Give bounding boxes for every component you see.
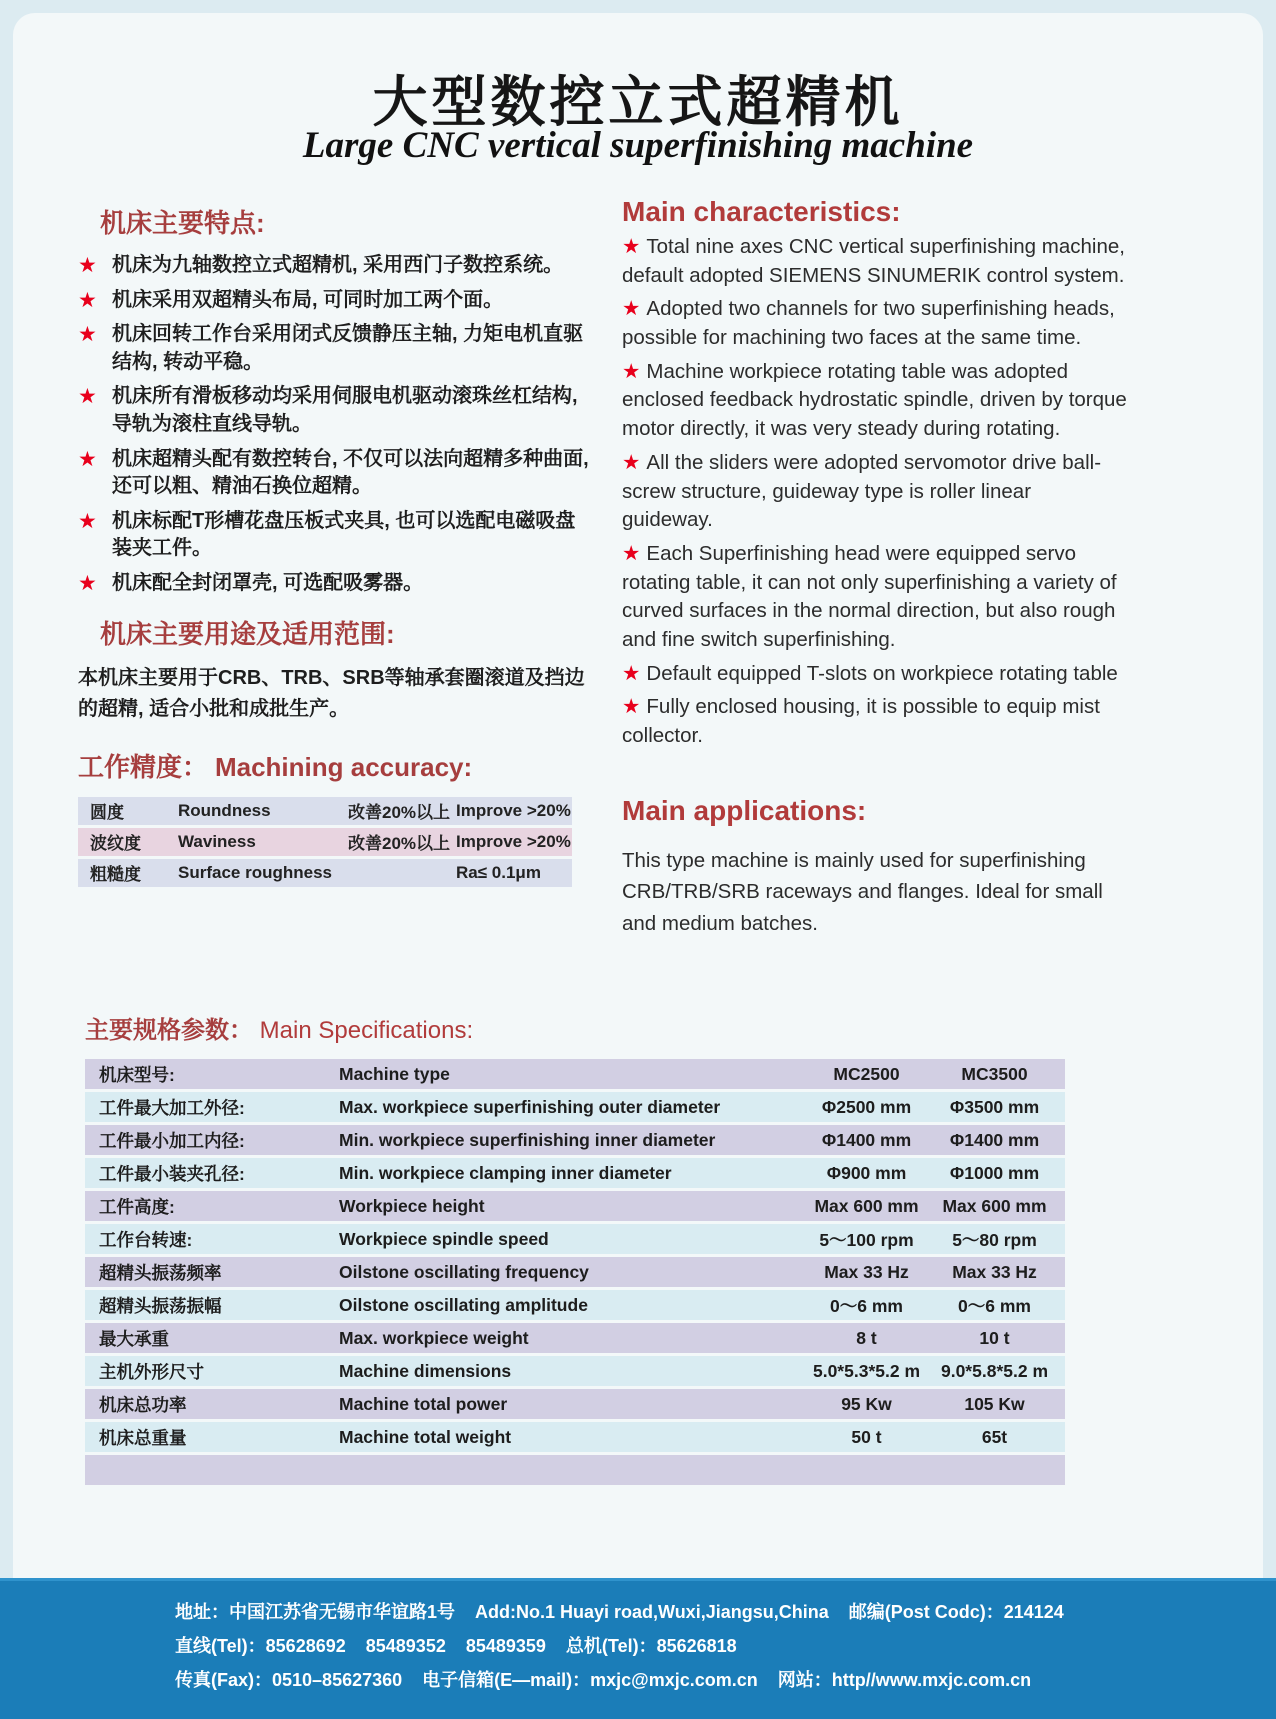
feature-text: 机床为九轴数控立式超精机, 采用西门子数控系统。 — [112, 254, 564, 276]
feature-text: 机床回转工作台采用闭式反馈静压主轴, 力矩电机直驱结构, 转动平稳。 — [112, 323, 584, 373]
spec-label-cn: 机床型号: — [99, 1064, 175, 1085]
accuracy-term-cn: 圆度 — [90, 803, 124, 823]
characteristic-text: Machine workpiece rotating table was adopted enclosed feedback hydrostatic spindle, driven by torque motor directly, it was very steady during rotating. — [622, 359, 1127, 441]
spec-label-en: Machine total power — [339, 1393, 508, 1414]
spec-label-cn: 工件最小装夹孔径: — [99, 1163, 245, 1184]
spec-row — [85, 1356, 1065, 1386]
accuracy-term-en: Waviness — [178, 831, 256, 851]
right-column — [622, 196, 1127, 940]
spec-value-mc2500: Max 33 Hz — [824, 1261, 909, 1282]
spec-label-cn: 工作台转速: — [99, 1229, 193, 1250]
feature-item — [78, 570, 590, 598]
accuracy-row — [78, 797, 572, 825]
accuracy-term-cn: 粗糙度 — [90, 865, 141, 885]
spec-label-cn: 超精头振荡频率 — [99, 1262, 222, 1283]
feature-text: 机床超精头配有数控转台, 不仅可以法向超精多种曲面, 还可以粗、精油石换位超精。 — [112, 447, 589, 498]
accuracy-table — [78, 797, 572, 887]
feature-text: 机床所有滑板移动均采用伺服电机驱动滚珠丝杠结构, 导轨为滚柱直线导轨。 — [112, 385, 578, 435]
spec-label-en: Max. workpiece weight — [339, 1327, 529, 1348]
spec-label-en: Machine dimensions — [339, 1360, 512, 1381]
star-icon: ★ — [622, 695, 641, 719]
accuracy-term-en: Surface roughness — [178, 862, 332, 882]
feature-item — [78, 287, 590, 315]
spec-label-en: Workpiece height — [339, 1195, 485, 1216]
accuracy-heading-cn: 工作精度： — [78, 751, 209, 782]
spec-value-mc3500: 105 Kw — [964, 1393, 1025, 1414]
applications-body: This type machine is mainly used for superfinishing CRB/TRB/SRB raceways and flanges. Ideal for small and medium batches. — [622, 848, 1103, 936]
spec-value-mc3500: MC3500 — [961, 1063, 1028, 1084]
specs-heading-en: Main Specifications: — [259, 1017, 474, 1044]
characteristic-text: Fully enclosed housing, it is possible to equip mist collector. — [622, 695, 1100, 747]
usage-body: 本机床主要用于CRB、TRB、SRB等轴承套圈滚道及挡边的超精, 适合小批和成批生产。 — [78, 666, 585, 720]
star-icon: ★ — [622, 235, 641, 258]
feature-text: 机床标配T形槽花盘压板式夹具, 也可以选配电磁吸盘装夹工件。 — [112, 509, 576, 560]
spec-row — [85, 1422, 1065, 1452]
star-icon: ★ — [78, 571, 97, 595]
spec-label-en: Oilstone oscillating frequency — [339, 1261, 589, 1282]
accuracy-heading-en: Machining accuracy: — [214, 751, 473, 782]
spec-value-mc2500: 5～100 rpm — [819, 1229, 914, 1250]
spec-label-cn: 机床总重量 — [99, 1427, 187, 1448]
accuracy-term-en: Roundness — [178, 800, 271, 820]
spec-value-mc2500: Φ900 mm — [826, 1162, 907, 1183]
specs-section — [85, 1010, 1065, 1488]
spec-value-mc2500: 0～6 mm — [830, 1295, 903, 1316]
star-icon: ★ — [622, 297, 641, 321]
spec-value-mc3500: Φ1400 mm — [949, 1129, 1040, 1150]
characteristics-heading: Main characteristics: — [622, 196, 901, 227]
accuracy-value-en: Ra≤ 0.1μm — [456, 862, 541, 882]
specs-heading-cn: 主要规格参数： — [85, 1017, 253, 1044]
star-icon: ★ — [622, 661, 641, 685]
accuracy-value-cn: 改善20%以上 — [348, 803, 451, 823]
spec-row — [85, 1092, 1065, 1122]
star-icon: ★ — [78, 385, 97, 409]
footer-address-line: 地址：中国江苏省无锡市华谊路1号 Add:No.1 Huayi road,Wuxi,Jiangsu,China 邮编(Post Codc)：214124 — [175, 1602, 1064, 1622]
characteristic-item — [622, 693, 1127, 750]
left-column — [78, 203, 590, 890]
spec-label-en: Min. workpiece clamping inner diameter — [339, 1162, 672, 1183]
spec-row — [85, 1323, 1065, 1353]
spec-row — [85, 1158, 1065, 1188]
feature-item — [78, 508, 590, 563]
star-icon: ★ — [622, 359, 641, 383]
spec-label-cn: 超精头振荡振幅 — [99, 1295, 222, 1316]
features-list — [78, 252, 590, 598]
spec-value-mc2500: 5.0*5.3*5.2 m — [812, 1360, 921, 1381]
star-icon: ★ — [622, 541, 641, 565]
footer-fax-line — [0, 1663, 1276, 1697]
characteristic-text: Default equipped T-slots on workpiece rotating table — [646, 661, 1118, 685]
footer-fax-email-text: 传真(Fax)：0510–85627360 电子信箱(E—mail)：mxjc@mxjc.com.cn 网站： — [175, 1670, 832, 1690]
footer-website-url: http//www.mxjc.com.cn — [831, 1670, 1032, 1690]
characteristic-item — [622, 449, 1127, 535]
accuracy-row — [78, 828, 572, 856]
spec-value-mc3500: Max 600 mm — [942, 1195, 1047, 1216]
specs-table — [85, 1059, 1065, 1485]
page-title-en: Large CNC vertical superfinishing machine — [302, 125, 974, 166]
spec-label-cn: 机床总功率 — [99, 1394, 187, 1415]
accuracy-row — [78, 859, 572, 887]
page-title-cn: 大型数控立式超精机 — [372, 71, 904, 133]
star-icon: ★ — [78, 288, 97, 312]
spec-value-mc3500: 9.0*5.8*5.2 m — [940, 1360, 1049, 1381]
accuracy-heading — [78, 747, 590, 784]
spec-label-en: Oilstone oscillating amplitude — [339, 1294, 588, 1315]
characteristic-item — [622, 358, 1127, 444]
spec-value-mc3500: Max 33 Hz — [952, 1261, 1037, 1282]
spec-value-mc2500: MC2500 — [833, 1063, 900, 1084]
spec-label-cn: 主机外形尺寸 — [99, 1361, 204, 1382]
spec-header-row — [85, 1059, 1065, 1089]
spec-label-cn: 最大承重 — [99, 1328, 169, 1349]
spec-value-mc2500: Φ2500 mm — [821, 1096, 912, 1117]
accuracy-value-en: Improve >20% — [456, 831, 571, 851]
accuracy-value-cn: 改善20%以上 — [348, 834, 451, 854]
characteristic-text: Total nine axes CNC vertical superfinishing machine, default adopted SIEMENS SINUMERIK control system. — [622, 235, 1125, 287]
feature-item — [78, 321, 590, 376]
feature-text: 机床配全封闭罩壳, 可选配吸雾器。 — [112, 571, 424, 594]
features-heading: 机床主要特点: — [100, 208, 265, 238]
spec-row — [85, 1257, 1065, 1287]
spec-value-mc3500: 65t — [981, 1426, 1008, 1447]
star-icon: ★ — [78, 509, 97, 533]
accuracy-term-cn: 波纹度 — [90, 834, 141, 854]
spec-value-mc2500: 95 Kw — [841, 1393, 892, 1414]
feature-item — [78, 446, 590, 501]
feature-text: 机床采用双超精头布局, 可同时加工两个面。 — [112, 288, 504, 311]
characteristic-item — [622, 233, 1127, 290]
spec-value-mc2500: Max 600 mm — [814, 1195, 919, 1216]
spec-label-en: Min. workpiece superfinishing inner diameter — [339, 1129, 716, 1150]
characteristic-item — [622, 540, 1127, 655]
applications-heading: Main applications: — [622, 794, 867, 826]
star-icon: ★ — [78, 254, 97, 277]
spec-row — [85, 1191, 1065, 1221]
characteristic-text: All the sliders were adopted servomotor drive ball-screw structure, guideway type is roller linear guideway. — [622, 450, 1102, 532]
spec-value-mc3500: 0～6 mm — [958, 1295, 1031, 1316]
spec-row — [85, 1290, 1065, 1320]
feature-item — [78, 252, 590, 280]
spec-row — [85, 1125, 1065, 1155]
spec-value-mc3500: Φ1000 mm — [949, 1162, 1040, 1183]
spec-empty-row — [85, 1455, 1065, 1485]
spec-label-en: Workpiece spindle speed — [339, 1228, 549, 1249]
spec-row — [85, 1224, 1065, 1254]
usage-heading: 机床主要用途及适用范围: — [100, 618, 395, 649]
spec-label-en: Max. workpiece superfinishing outer diameter — [339, 1096, 721, 1117]
spec-value-mc2500: 8 t — [856, 1327, 877, 1348]
spec-row — [85, 1389, 1065, 1419]
specs-heading — [85, 1010, 1065, 1045]
footer — [0, 1578, 1276, 1719]
spec-value-mc2500: 50 t — [851, 1426, 882, 1447]
spec-value-mc3500: 10 t — [979, 1327, 1010, 1348]
characteristic-item — [622, 660, 1127, 689]
accuracy-value-en: Improve >20% — [456, 800, 571, 820]
spec-label-en: Machine type — [339, 1063, 450, 1084]
spec-value-mc2500: Φ1400 mm — [821, 1129, 912, 1150]
characteristic-text: Each Superfinishing head were equipped servo rotating table, it can not only superfinishing a variety of curved surfaces in the normal direction, but also rough and fine switch superfinishing. — [622, 541, 1117, 651]
footer-tel-line: 直线(Tel)：85628692 85489352 85489359 总机(Tel)：85626818 — [175, 1636, 737, 1656]
spec-label-cn: 工件最大加工外径: — [99, 1097, 245, 1118]
star-icon: ★ — [622, 450, 641, 474]
spec-label-cn: 工件最小加工内径: — [99, 1130, 245, 1151]
characteristic-item — [622, 295, 1127, 352]
star-icon: ★ — [78, 447, 97, 471]
spec-label-en: Machine total weight — [339, 1426, 512, 1447]
star-icon: ★ — [78, 323, 97, 347]
spec-value-mc3500: 5～80 rpm — [952, 1229, 1037, 1250]
spec-value-mc3500: Φ3500 mm — [949, 1096, 1040, 1117]
characteristic-text: Adopted two channels for two superfinishing heads, possible for machining two faces at the same time. — [622, 297, 1115, 350]
feature-item — [78, 383, 590, 438]
spec-label-cn: 工件高度: — [99, 1196, 175, 1217]
